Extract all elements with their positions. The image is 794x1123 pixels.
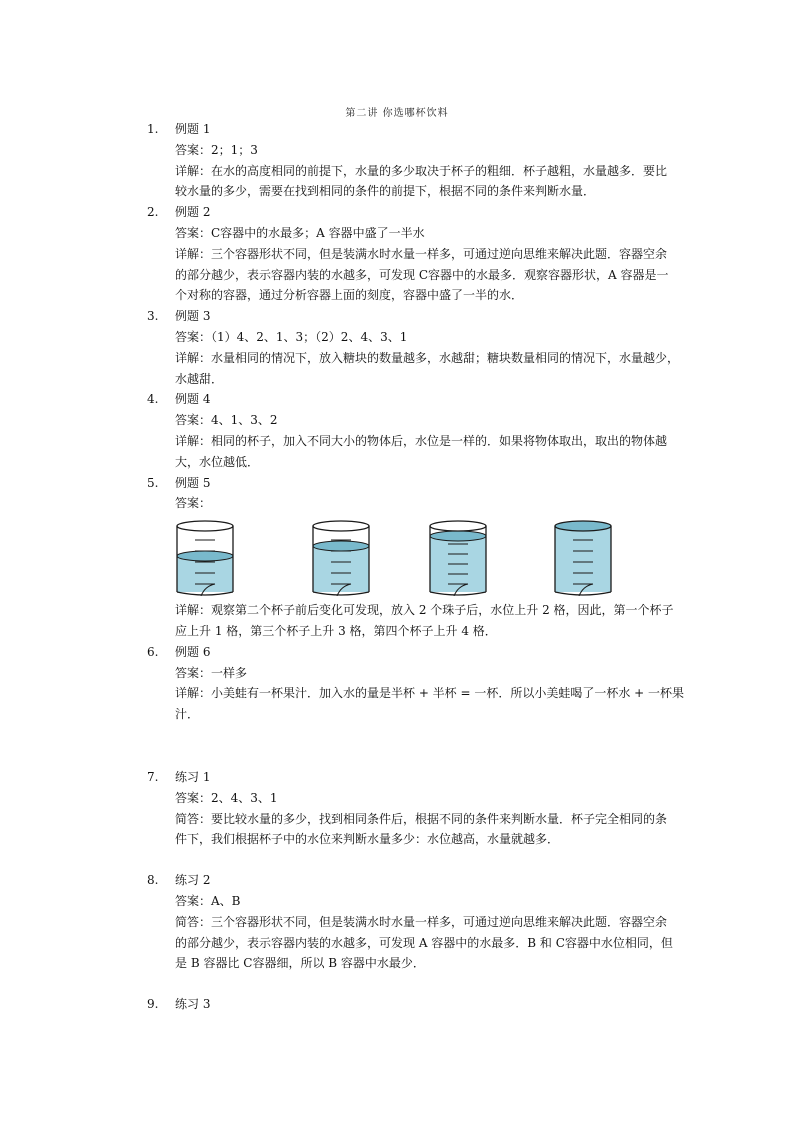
item-number: 3.	[147, 309, 159, 324]
list-item	[147, 389, 687, 472]
spacer	[147, 850, 687, 870]
list-item	[147, 870, 687, 974]
cups-illustration	[175, 516, 687, 600]
item-answer: 答案：（1）4、2、1、3；（2）2、4、3、1	[175, 329, 408, 344]
spacer	[147, 974, 687, 994]
item-title: 例题 6	[175, 644, 211, 659]
item-detail-line: 详解：在水的高度相同的前提下，水量的多少取决于杯子的粗细．杯子越粗，水量越多．要比	[175, 163, 668, 178]
item-number: 1.	[147, 122, 159, 136]
spacer	[147, 725, 687, 767]
item-detail-line: 是 B 容器比 C容器细，所以 B 容器中水最少．	[175, 956, 425, 971]
item-detail-line: 水越甜．	[175, 371, 224, 386]
answer-list	[147, 119, 687, 1015]
item-title: 例题 4	[175, 392, 211, 407]
list-item	[147, 642, 687, 725]
item-title: 练习 3	[175, 997, 211, 1012]
item-title: 例题 3	[175, 309, 211, 324]
item-number: 9.	[147, 997, 159, 1012]
list-item	[147, 767, 687, 850]
item-answer: 答案：C容器中的水最多；A 容器中盛了一半水	[175, 225, 425, 240]
item-detail-line: 详解：相同的杯子，加入不同大小的物体后，水位是一样的．如果将物体取出，取出的物体越	[175, 433, 668, 448]
item-title: 例题 1	[175, 122, 211, 136]
item-number: 6.	[147, 644, 159, 659]
item-answer: 答案：4、1、3、2	[175, 413, 278, 428]
item-title: 例题 2	[175, 205, 211, 220]
item-number: 8.	[147, 873, 159, 888]
item-detail-line: 大，水位越低．	[175, 454, 260, 469]
item-detail-line: 个对称的容器，通过分析容器上面的刻度，容器中盛了一半的水．	[175, 288, 524, 303]
item-detail-line: 简答：三个容器形状不同，但是装满水时水量一样多，可通过逆向思维来解决此题．容器空余	[175, 914, 668, 929]
list-item	[147, 473, 687, 642]
measuring-cup-3	[428, 516, 488, 596]
measuring-cup-4	[553, 516, 613, 596]
item-detail-line: 件下，我们根据杯子中的水位来判断水量多少：水位越高，水量就越多．	[175, 832, 560, 847]
item-detail-line: 详解：三个容器形状不同，但是装满水时水量一样多，可通过逆向思维来解决此题．容器空余	[175, 246, 668, 261]
item-number: 4.	[147, 392, 159, 407]
item-number: 2.	[147, 205, 159, 220]
item-title: 例题 5	[175, 475, 211, 490]
measuring-cup-1	[175, 516, 235, 596]
item-detail-line: 简答：要比较水量的多少，找到相同条件后，根据不同的条件来判断水量．杯子完全相同的条	[175, 811, 668, 826]
item-answer: 答案：	[175, 496, 212, 511]
item-detail-line: 的部分越少，表示容器内装的水越多，可发现 C容器中的水最多．观察容器形状，A 容器是一	[175, 267, 669, 282]
item-detail-line: 详解：观察第二个杯子前后变化可发现，放入 2 个珠子后，水位上升 2 格，因此，第一个杯子	[175, 603, 674, 618]
item-detail-line: 应上升 1 格，第三个杯子上升 3 格，第四个杯子上升 4 格．	[175, 623, 497, 638]
item-number: 5.	[147, 475, 159, 490]
list-item	[147, 994, 687, 1015]
item-answer: 答案：A、B	[175, 893, 241, 908]
item-answer: 答案：2、4、3、1	[175, 790, 278, 805]
item-detail-line: 汁．	[175, 707, 200, 722]
item-detail-line: 详解：小美蛙有一杯果汁．加入水的量是半杯 + 半杯 = 一杯．所以小美蛙喝了一杯水 + 一杯果	[175, 686, 685, 701]
item-number: 7.	[147, 769, 159, 784]
measuring-cup-2	[311, 516, 371, 596]
item-answer: 答案：一样多	[175, 665, 248, 680]
list-item	[147, 202, 687, 306]
item-title: 练习 1	[175, 769, 211, 784]
page-title: 第二讲 你选哪杯饮料	[345, 108, 449, 119]
item-detail-line: 的部分越少，表示容器内装的水越多，可发现 A 容器中的水最多．B 和 C容器中水位相同，但	[175, 935, 673, 950]
item-title: 练习 2	[175, 873, 211, 888]
item-detail-line: 较水量的多少，需要在找到相同的条件的前提下，根据不同的条件来判断水量．	[175, 184, 596, 199]
item-answer: 答案：2；1；3	[175, 142, 258, 157]
item-detail-line: 详解：水量相同的情况下，放入糖块的数量越多，水越甜；糖块数量相同的情况下，水量越少，	[175, 350, 680, 365]
list-item	[147, 119, 687, 202]
list-item	[147, 306, 687, 389]
